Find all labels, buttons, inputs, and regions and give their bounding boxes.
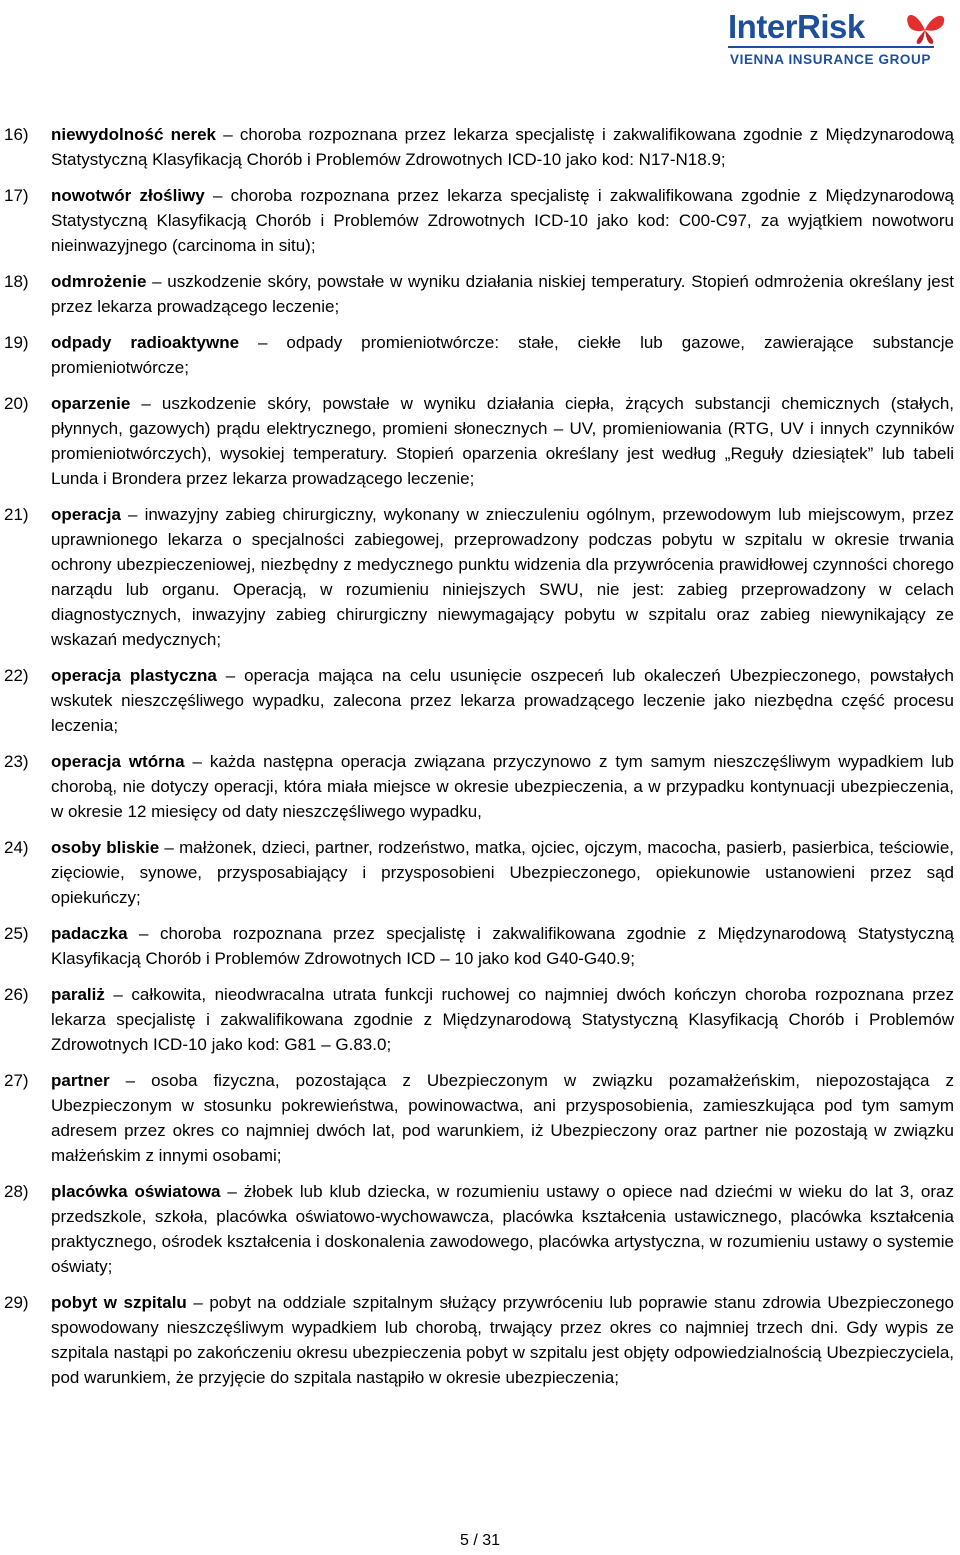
- definitions-list: [4, 122, 954, 1401]
- definition-item: [4, 269, 954, 319]
- defined-term: operacja plastyczna: [51, 666, 217, 685]
- defined-term: odpady radioaktywne: [51, 333, 240, 352]
- definition-text: – inwazyjny zabieg chirurgiczny, wykonany w znieczuleniu ogólnym, przewodowym lub miejscowym, przez uprawnionego lekarza o specjalności zabiegowej, przeprowadzony podczas pobytu w szpitalu w okresie trwania ochrony ubezpieczeniowej, niezbędny z medycznego punktu widzenia dla przywrócenia prawidłowej czynności chorego narządu lub organu. Operacją, w rozumieniu niniejszych SWU, nie jest: zabieg przeprowadzony w celach diagnostycznych, inwazyjny zabieg chirurgiczny niewymagający pobytu w szpitalu oraz zabieg niewynikający ze wskazań medycznych;: [51, 505, 954, 649]
- definition-text: – całkowita, nieodwracalna utrata funkcji ruchowej co najmniej dwóch kończyn choroba rozpoznana przez lekarza specjalistę i zakwalifikowana zgodnie z Międzynarodową Statystyczną Klasyfikacją Chorób i Problemów Zdrowotnych ICD-10 jako kod: G81 – G.83.0;: [51, 985, 954, 1054]
- definition-item: [4, 921, 954, 971]
- definition-item: [4, 1068, 954, 1168]
- item-number: 23): [4, 752, 29, 771]
- definition-text: – osoba fizyczna, pozostająca z Ubezpieczonym w związku pozamałżeńskim, niepozostająca z Ubezpieczonym w stosunku pokrewieństwa, powinowactwa, ani przysposobienia, zamieszkująca pod tym samym adresem przez okres co najmniej dwóch lat, pod warunkiem, iż Ubezpieczony oraz partner nie pozostają w związku małżeńskim z innymi osobami;: [51, 1071, 954, 1165]
- definition-text: – małżonek, dzieci, partner, rodzeństwo, matka, ojciec, ojczym, macocha, pasierb, pasierbica, teściowie, zięciowie, synowe, przysposabiający i przysposobieni Ubezpieczonego, opiekunowie ustanowieni przez sąd opiekuńczy;: [51, 838, 955, 907]
- defined-term: osoby bliskie: [51, 838, 160, 857]
- definition-item: [4, 122, 954, 172]
- defined-term: niewydolność nerek: [51, 125, 216, 144]
- definition-text: – choroba rozpoznana przez lekarza specjalistę i zakwalifikowana zgodnie z Międzynarodową Statystyczną Klasyfikacją Chorób i Problemów Zdrowotnych ICD-10 jako kod: N17-N18.9;: [51, 125, 955, 169]
- item-number: 25): [4, 924, 29, 943]
- item-body: [51, 835, 954, 910]
- definition-item: [4, 1179, 954, 1279]
- definition-item: [4, 330, 954, 380]
- item-body: [51, 982, 954, 1057]
- item-body: [51, 1179, 954, 1279]
- butterfly-icon: [902, 6, 948, 46]
- logo-tagline: VIENNA INSURANCE GROUP: [730, 52, 931, 67]
- item-number: 17): [4, 186, 29, 205]
- defined-term: oparzenie: [51, 394, 131, 413]
- item-body: [51, 122, 954, 172]
- item-number: 24): [4, 838, 29, 857]
- item-number: 20): [4, 394, 29, 413]
- defined-term: partner: [51, 1071, 110, 1090]
- item-number: 19): [4, 333, 29, 352]
- item-number: 22): [4, 666, 29, 685]
- item-number: 27): [4, 1071, 29, 1090]
- item-body: [51, 749, 954, 824]
- item-number: 28): [4, 1182, 29, 1201]
- item-number: 16): [4, 125, 29, 144]
- defined-term: odmrożenie: [51, 272, 147, 291]
- item-body: [51, 663, 954, 738]
- defined-term: pobyt w szpitalu: [51, 1293, 187, 1312]
- defined-term: operacja wtórna: [51, 752, 185, 771]
- defined-term: placówka oświatowa: [51, 1182, 221, 1201]
- definition-item: [4, 391, 954, 491]
- page-number: 5 / 31: [459, 1532, 501, 1549]
- item-body: [51, 1290, 954, 1390]
- item-body: [51, 502, 954, 652]
- company-logo: [728, 6, 948, 78]
- definition-text: – choroba rozpoznana przez specjalistę i zakwalifikowana zgodnie z Międzynarodową Statystyczną Klasyfikacją Chorób i Problemów Zdrowotnych ICD – 10 jako kod G40-G40.9;: [51, 924, 954, 968]
- item-body: [51, 330, 954, 380]
- definition-text: – pobyt na oddziale szpitalnym służący przywróceniu lub poprawie stanu zdrowia Ubezpieczonego spowodowany nieszczęśliwym wypadkiem lub chorobą, trwający przez okres co najmniej trzech dni. Gdy wypis ze szpitala nastąpi po zakończeniu okresu ubezpieczenia pobyt w szpitalu jest objęty odpowiedzialnością Ubezpieczyciela, pod warunkiem, że przyjęcie do szpitala nastąpiło w okresie ubezpieczenia;: [51, 1293, 954, 1387]
- defined-term: paraliż: [51, 985, 105, 1004]
- logo-divider: [728, 46, 934, 48]
- definition-text: – uszkodzenie skóry, powstałe w wyniku działania niskiej temperatury. Stopień odmrożenia określany jest przez lekarza prowadzącego leczenie;: [51, 272, 954, 316]
- item-body: [51, 391, 954, 491]
- definition-item: [4, 663, 954, 738]
- item-number: 21): [4, 505, 29, 524]
- definition-text: – każda następna operacja związana przyczynowo z tym samym nieszczęśliwym wypadkiem lub chorobą, nie dotyczy operacji, która miała miejsce w okresie ubezpieczenia, a w przypadku kontynuacji ubezpieczenia, w okresie 12 miesięcy od daty nieszczęśliwego wypadku,: [51, 752, 954, 821]
- definition-text: – odpady promieniotwórcze: stałe, ciekłe lub gazowe, zawierające substancje promieniotwórcze;: [51, 333, 954, 377]
- item-number: 18): [4, 272, 29, 291]
- defined-term: operacja: [51, 505, 121, 524]
- item-body: [51, 183, 954, 258]
- defined-term: nowotwór złośliwy: [51, 186, 205, 205]
- item-number: 26): [4, 985, 29, 1004]
- item-body: [51, 1068, 954, 1168]
- defined-term: padaczka: [51, 924, 128, 943]
- definition-item: [4, 835, 954, 910]
- item-number: 29): [4, 1293, 29, 1312]
- definition-item: [4, 982, 954, 1057]
- item-body: [51, 269, 954, 319]
- definition-item: [4, 1290, 954, 1390]
- definition-text: – żłobek lub klub dziecka, w rozumieniu ustawy o opiece nad dziećmi w wieku do lat 3, oraz przedszkole, szkoła, placówka oświatowo-wychowawcza, placówka kształcenia ustawicznego, placówka kształcenia praktycznego, ośrodek kształcenia i doskonalenia zawodowego, placówka artystyczna, w rozumieniu ustawy o systemie oświaty;: [51, 1182, 954, 1276]
- item-body: [51, 921, 954, 971]
- definition-item: [4, 183, 954, 258]
- definition-item: [4, 749, 954, 824]
- definition-text: – operacja mająca na celu usunięcie oszpeceń lub okaleczeń Ubezpieczonego, powstałych wskutek nieszczęśliwego wypadku, zalecona przez lekarza prowadzącego leczenie jako niezbędna część procesu leczenia;: [51, 666, 954, 735]
- definition-text: – uszkodzenie skóry, powstałe w wyniku działania ciepła, żrących substancji chemicznych (stałych, płynnych, gazowych) prądu elektrycznego, promieni słonecznych – UV, promieniowania (RTG, UV i innych czynników promieniotwórczych), wysokiej temperatury. Stopień oparzenia określany jest według „Reguły dziesiątek” lub tabeli Lunda i Brondera przez lekarza prowadzącego leczenie;: [51, 394, 954, 488]
- logo-brand: InterRisk: [728, 8, 865, 45]
- definition-item: [4, 502, 954, 652]
- definition-text: – choroba rozpoznana przez lekarza specjalistę i zakwalifikowana zgodnie z Międzynarodową Statystyczną Klasyfikacją Chorób i Problemów Zdrowotnych ICD-10 jako kod: C00-C97, za wyjątkiem nowotworu nieinwazyjnego (carcinoma in situ);: [51, 186, 955, 255]
